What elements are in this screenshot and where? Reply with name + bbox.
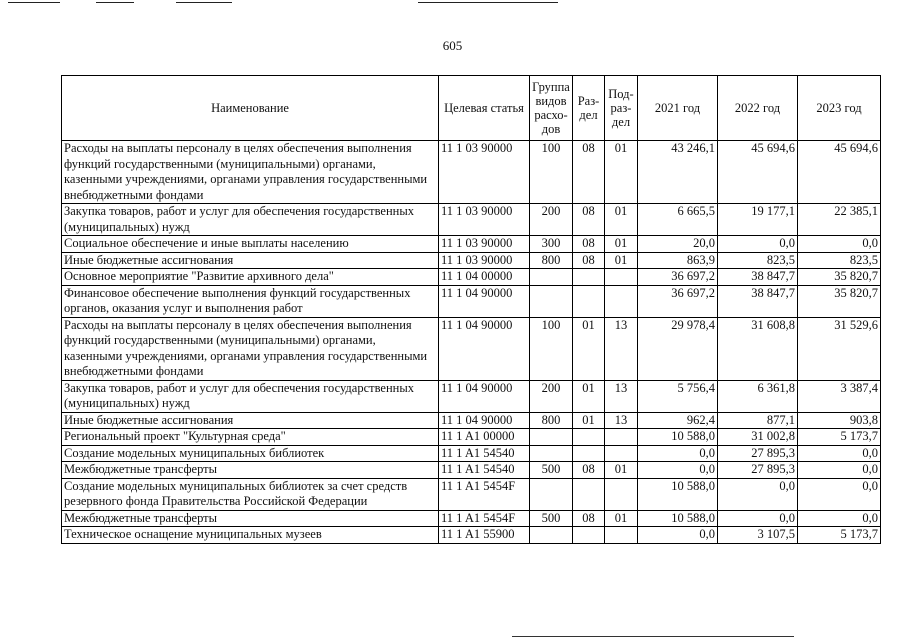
cell-group: 500 — [530, 510, 573, 527]
cell-subsection — [605, 527, 638, 544]
cell-section: 08 — [573, 252, 605, 269]
table-row — [62, 204, 881, 236]
cell-group — [530, 285, 573, 317]
cell-2023: 35 820,7 — [798, 285, 881, 317]
cell-name: Основное мероприятие "Развитие архивного дела" — [62, 269, 439, 286]
cell-group: 200 — [530, 380, 573, 412]
header-subsection: Под- раз- дел — [605, 76, 638, 141]
table-row — [62, 380, 881, 412]
cell-group: 100 — [530, 141, 573, 204]
cell-name: Межбюджетные трансферты — [62, 462, 439, 479]
cell-target: 11 1 03 90000 — [439, 252, 530, 269]
cell-2021: 20,0 — [638, 236, 718, 253]
cell-group: 200 — [530, 204, 573, 236]
cell-2021: 0,0 — [638, 445, 718, 462]
cell-group: 500 — [530, 462, 573, 479]
table-row — [62, 285, 881, 317]
cell-section — [573, 445, 605, 462]
cell-2023: 5 173,7 — [798, 527, 881, 544]
cell-group — [530, 429, 573, 446]
cell-2023: 0,0 — [798, 510, 881, 527]
cell-subsection — [605, 478, 638, 510]
table-row — [62, 236, 881, 253]
cell-subsection: 01 — [605, 141, 638, 204]
cell-2021: 43 246,1 — [638, 141, 718, 204]
header-2021: 2021 год — [638, 76, 718, 141]
cell-target: 11 1 A1 55900 — [439, 527, 530, 544]
cell-2023: 5 173,7 — [798, 429, 881, 446]
table-row — [62, 317, 881, 380]
cell-subsection: 13 — [605, 412, 638, 429]
cell-section — [573, 269, 605, 286]
cell-2022: 0,0 — [718, 236, 798, 253]
table-body — [62, 141, 881, 544]
table-row — [62, 462, 881, 479]
table-row — [62, 269, 881, 286]
cell-target: 11 1 04 90000 — [439, 380, 530, 412]
cell-2022: 823,5 — [718, 252, 798, 269]
cell-group: 800 — [530, 412, 573, 429]
header-section: Раз- дел — [573, 76, 605, 141]
header-row — [62, 76, 881, 141]
cell-2023: 0,0 — [798, 236, 881, 253]
cell-2023: 31 529,6 — [798, 317, 881, 380]
header-2022: 2022 год — [718, 76, 798, 141]
cell-name: Иные бюджетные ассигнования — [62, 252, 439, 269]
cell-2022: 45 694,6 — [718, 141, 798, 204]
cell-2023: 0,0 — [798, 478, 881, 510]
cell-section: 08 — [573, 204, 605, 236]
cell-2022: 31 002,8 — [718, 429, 798, 446]
cell-2021: 6 665,5 — [638, 204, 718, 236]
header-name: Наименование — [62, 76, 439, 141]
cell-subsection: 01 — [605, 510, 638, 527]
cell-2022: 6 361,8 — [718, 380, 798, 412]
cell-target: 11 1 A1 5454F — [439, 510, 530, 527]
table-row — [62, 412, 881, 429]
header-target: Целевая статья — [439, 76, 530, 141]
cell-2021: 0,0 — [638, 527, 718, 544]
cell-section: 01 — [573, 412, 605, 429]
cell-target: 11 1 03 90000 — [439, 236, 530, 253]
cell-subsection — [605, 429, 638, 446]
cell-target: 11 1 04 90000 — [439, 317, 530, 380]
cell-subsection: 13 — [605, 317, 638, 380]
cell-2022: 31 608,8 — [718, 317, 798, 380]
cell-subsection: 01 — [605, 462, 638, 479]
top-rule-4 — [418, 2, 558, 3]
cell-section: 01 — [573, 380, 605, 412]
cell-name: Закупка товаров, работ и услуг для обеспечения государственных (муниципальных) нужд — [62, 204, 439, 236]
cell-section: 01 — [573, 317, 605, 380]
cell-2023: 903,8 — [798, 412, 881, 429]
cell-2021: 36 697,2 — [638, 285, 718, 317]
cell-group — [530, 445, 573, 462]
cell-2023: 45 694,6 — [798, 141, 881, 204]
cell-2023: 35 820,7 — [798, 269, 881, 286]
cell-name: Техническое оснащение муниципальных музеев — [62, 527, 439, 544]
cell-group: 100 — [530, 317, 573, 380]
table-row — [62, 141, 881, 204]
cell-2022: 0,0 — [718, 510, 798, 527]
cell-2023: 3 387,4 — [798, 380, 881, 412]
cell-group — [530, 269, 573, 286]
cell-target: 11 1 A1 54540 — [439, 462, 530, 479]
cell-section: 08 — [573, 141, 605, 204]
cell-2022: 3 107,5 — [718, 527, 798, 544]
cell-2022: 27 895,3 — [718, 462, 798, 479]
cell-2022: 27 895,3 — [718, 445, 798, 462]
cell-subsection — [605, 445, 638, 462]
cell-group: 300 — [530, 236, 573, 253]
cell-2022: 19 177,1 — [718, 204, 798, 236]
cell-subsection: 13 — [605, 380, 638, 412]
bottom-rule — [512, 636, 794, 637]
cell-2022: 0,0 — [718, 478, 798, 510]
cell-section — [573, 285, 605, 317]
cell-2021: 29 978,4 — [638, 317, 718, 380]
cell-2023: 22 385,1 — [798, 204, 881, 236]
page-number: 605 — [442, 38, 463, 53]
cell-name: Социальное обеспечение и иные выплаты населению — [62, 236, 439, 253]
cell-target: 11 1 04 90000 — [439, 285, 530, 317]
cell-section: 08 — [573, 462, 605, 479]
cell-name: Расходы на выплаты персоналу в целях обеспечения выполнения функций государственными (муниципальными) органами, казенными учреждениями, органами управления государственными внебюджетными фондами — [62, 317, 439, 380]
cell-2022: 38 847,7 — [718, 285, 798, 317]
cell-2022: 877,1 — [718, 412, 798, 429]
cell-subsection: 01 — [605, 236, 638, 253]
cell-2022: 38 847,7 — [718, 269, 798, 286]
cell-name: Закупка товаров, работ и услуг для обеспечения государственных (муниципальных) нужд — [62, 380, 439, 412]
cell-group: 800 — [530, 252, 573, 269]
top-rule-3 — [176, 2, 232, 3]
budget-table — [61, 75, 881, 544]
table-row — [62, 510, 881, 527]
table-row — [62, 429, 881, 446]
cell-2021: 5 756,4 — [638, 380, 718, 412]
cell-group — [530, 478, 573, 510]
cell-2021: 36 697,2 — [638, 269, 718, 286]
cell-section — [573, 527, 605, 544]
cell-name: Расходы на выплаты персоналу в целях обеспечения выполнения функций государственными (муниципальными) органами, казенными учреждениями, органами управления государственными внебюджетными фондами — [62, 141, 439, 204]
cell-target: 11 1 04 90000 — [439, 412, 530, 429]
cell-section — [573, 429, 605, 446]
cell-2021: 10 588,0 — [638, 510, 718, 527]
cell-subsection — [605, 269, 638, 286]
cell-subsection: 01 — [605, 252, 638, 269]
table-row — [62, 252, 881, 269]
cell-name: Региональный проект "Культурная среда" — [62, 429, 439, 446]
top-rule-2 — [96, 2, 134, 3]
cell-name: Межбюджетные трансферты — [62, 510, 439, 527]
cell-target: 11 1 04 00000 — [439, 269, 530, 286]
cell-target: 11 1 03 90000 — [439, 141, 530, 204]
cell-section: 08 — [573, 510, 605, 527]
cell-2023: 0,0 — [798, 462, 881, 479]
cell-2021: 10 588,0 — [638, 429, 718, 446]
cell-target: 11 1 A1 00000 — [439, 429, 530, 446]
cell-name: Создание модельных муниципальных библиотек — [62, 445, 439, 462]
cell-target: 11 1 03 90000 — [439, 204, 530, 236]
table-row — [62, 527, 881, 544]
cell-section — [573, 478, 605, 510]
cell-2021: 0,0 — [638, 462, 718, 479]
cell-name: Создание модельных муниципальных библиотек за счет средств резервного фонда Правительства Российской Федерации — [62, 478, 439, 510]
table-row — [62, 445, 881, 462]
top-rule-1 — [8, 2, 60, 3]
cell-target: 11 1 A1 54540 — [439, 445, 530, 462]
cell-2023: 0,0 — [798, 445, 881, 462]
table-row — [62, 478, 881, 510]
cell-2023: 823,5 — [798, 252, 881, 269]
cell-subsection: 01 — [605, 204, 638, 236]
cell-2021: 962,4 — [638, 412, 718, 429]
cell-name: Финансовое обеспечение выполнения функций государственных органов, оказания услуг и выполнения работ — [62, 285, 439, 317]
cell-2021: 10 588,0 — [638, 478, 718, 510]
header-group: Группа видов расхо- дов — [530, 76, 573, 141]
cell-subsection — [605, 285, 638, 317]
cell-target: 11 1 A1 5454F — [439, 478, 530, 510]
cell-section: 08 — [573, 236, 605, 253]
cell-2021: 863,9 — [638, 252, 718, 269]
cell-group — [530, 527, 573, 544]
header-2023: 2023 год — [798, 76, 881, 141]
cell-name: Иные бюджетные ассигнования — [62, 412, 439, 429]
